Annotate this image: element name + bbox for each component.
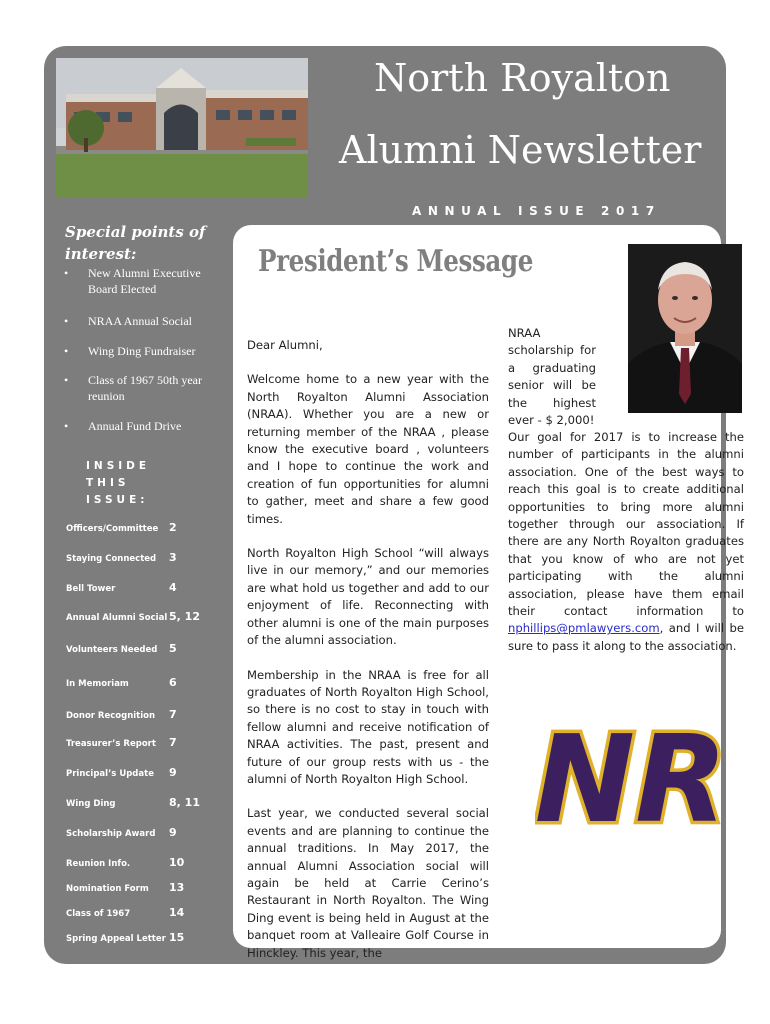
article-column-2	[508, 429, 744, 655]
toc-item[interactable]	[66, 581, 216, 597]
newsletter-title-line1: North Royalton	[374, 56, 671, 100]
article-paragraph-end: , and I will be sure to pass it along to the association.	[508, 621, 744, 653]
toc-item-name: Spring Appeal Letter	[66, 934, 166, 944]
inside-heading-line: ISSUE:	[86, 494, 149, 506]
toc-item-page: 8, 11	[169, 796, 200, 809]
toc-item-page: 9	[169, 766, 177, 779]
special-point-text: NRAA Annual Social	[88, 314, 192, 328]
toc-item[interactable]	[66, 766, 216, 782]
president-portrait-photo	[628, 244, 742, 413]
toc-item-page: 2	[169, 521, 177, 534]
article-column-1	[247, 337, 489, 979]
toc-item-page: 15	[169, 931, 185, 944]
toc-item[interactable]	[66, 931, 216, 947]
toc-item[interactable]	[66, 881, 216, 897]
article-paragraph: NRAA scholarship for a graduating senior will be the highest ever - $ 2,000!	[508, 326, 596, 428]
toc-item-name: Treasurer’s Report	[66, 739, 156, 749]
toc-item-name: Wing Ding	[66, 799, 116, 809]
email-link[interactable]: nphillips@pmlawyers.com	[508, 621, 660, 636]
special-point-text: Annual Fund Drive	[88, 419, 182, 433]
toc-item[interactable]	[66, 906, 216, 922]
toc-item-page: 13	[169, 881, 185, 894]
article-paragraph: Welcome home to a new year with the North Royalton Alumni Association (NRAA). Whether you are a new or returning member of the NRAA , please know the executive board , volunteers and I hope to continue the work and creation of fun opportunities for alumni to gather, meet and share a few good times.	[247, 372, 489, 526]
inside-this-issue-heading	[86, 458, 150, 509]
toc-item-name: Reunion Info.	[66, 859, 131, 869]
article-paragraph: Our goal for 2017 is to increase the number of participants in the alumni association. One of the best ways to reach this goal is to create additional opportunities to bring more alumni together through our association. If there are any North Royalton graduates that you know of who are not yet participating with the alumni association, please have them email their contact information to	[508, 430, 744, 619]
toc-item[interactable]	[66, 676, 216, 692]
toc-item[interactable]	[66, 826, 216, 842]
article-paragraph: North Royalton High School “will always live in our memory,” and our memories are what hold us together and add to our enjoyment of life. Reconnecting with other alumni is one of the main purposes of the alumni association.	[247, 546, 489, 648]
toc-item-page: 6	[169, 676, 177, 689]
article-paragraph: Dear Alumni,	[247, 338, 323, 352]
toc-item-page: 4	[169, 581, 177, 594]
toc-item-page: 10	[169, 856, 185, 869]
logo-text: NR	[535, 711, 723, 845]
nr-logo	[535, 703, 723, 845]
toc-item-name: Staying Connected	[66, 554, 157, 564]
inside-heading-line: INSIDE	[86, 460, 151, 472]
article-heading: President’s Message	[258, 244, 533, 279]
special-points-heading: Special points of interest:	[65, 223, 206, 263]
article-paragraph: Membership in the NRAA is free for all graduates of North Royalton High School, so there is no cost to stay in touch with fellow alumni and receive notification of NRAA activities. The past, present and future of our group rests with us - the alumni of North Royalton High School.	[247, 667, 489, 786]
toc-item-name: Nomination Form	[66, 884, 149, 894]
toc-item[interactable]	[66, 736, 216, 752]
article-column-2-top	[508, 325, 596, 429]
toc-item-name: Principal’s Update	[66, 769, 154, 779]
issue-label: ANNUAL ISSUE 2017	[412, 204, 661, 218]
toc-item-page: 14	[169, 906, 185, 919]
article-paragraph: Last year, we conducted several social events and are planning to continue the annual traditions. In May 2017, the annual Alumni Association social will again be held at Carrie Cerino’s Restaurant in North Royalton. The Wing Ding event is being held in August at the banquet room at Valleaire Golf Course in Hinckley. This year, the	[247, 806, 489, 960]
toc-item[interactable]	[66, 708, 216, 724]
special-point-text: Wing Ding Fundraiser	[88, 344, 196, 358]
inside-heading-line: THIS	[86, 477, 130, 489]
newsletter-title-line2: Alumni Newsletter	[339, 128, 702, 172]
toc-item-name: Bell Tower	[66, 584, 116, 594]
toc-item-name: Volunteers Needed	[66, 645, 158, 655]
toc-item-page: 9	[169, 826, 177, 839]
school-building-photo	[56, 58, 308, 198]
toc-item-page: 7	[169, 736, 177, 749]
toc-item-name: In Memoriam	[66, 679, 129, 689]
toc-item[interactable]	[66, 551, 216, 567]
toc-item[interactable]	[66, 796, 216, 812]
toc-item-page: 5	[169, 642, 177, 655]
special-point-text: New Alumni Executive Board Elected	[88, 266, 201, 296]
toc-item[interactable]	[66, 856, 216, 872]
toc-item-page: 3	[169, 551, 177, 564]
toc-item[interactable]	[66, 521, 216, 537]
toc-item-page: 5, 12	[169, 610, 200, 623]
toc-item-page: 7	[169, 708, 177, 721]
toc-item[interactable]	[66, 610, 216, 626]
toc-item-name: Scholarship Award	[66, 829, 156, 839]
toc-item-name: Donor Recognition	[66, 711, 156, 721]
toc-item-name: Class of 1967	[66, 909, 131, 919]
special-point-text: Class of 1967 50th year reunion	[88, 373, 202, 403]
toc-item-name: Officers/Committee	[66, 524, 159, 534]
toc-item[interactable]	[66, 642, 216, 658]
toc-item-name: Annual Alumni Social	[66, 613, 168, 623]
